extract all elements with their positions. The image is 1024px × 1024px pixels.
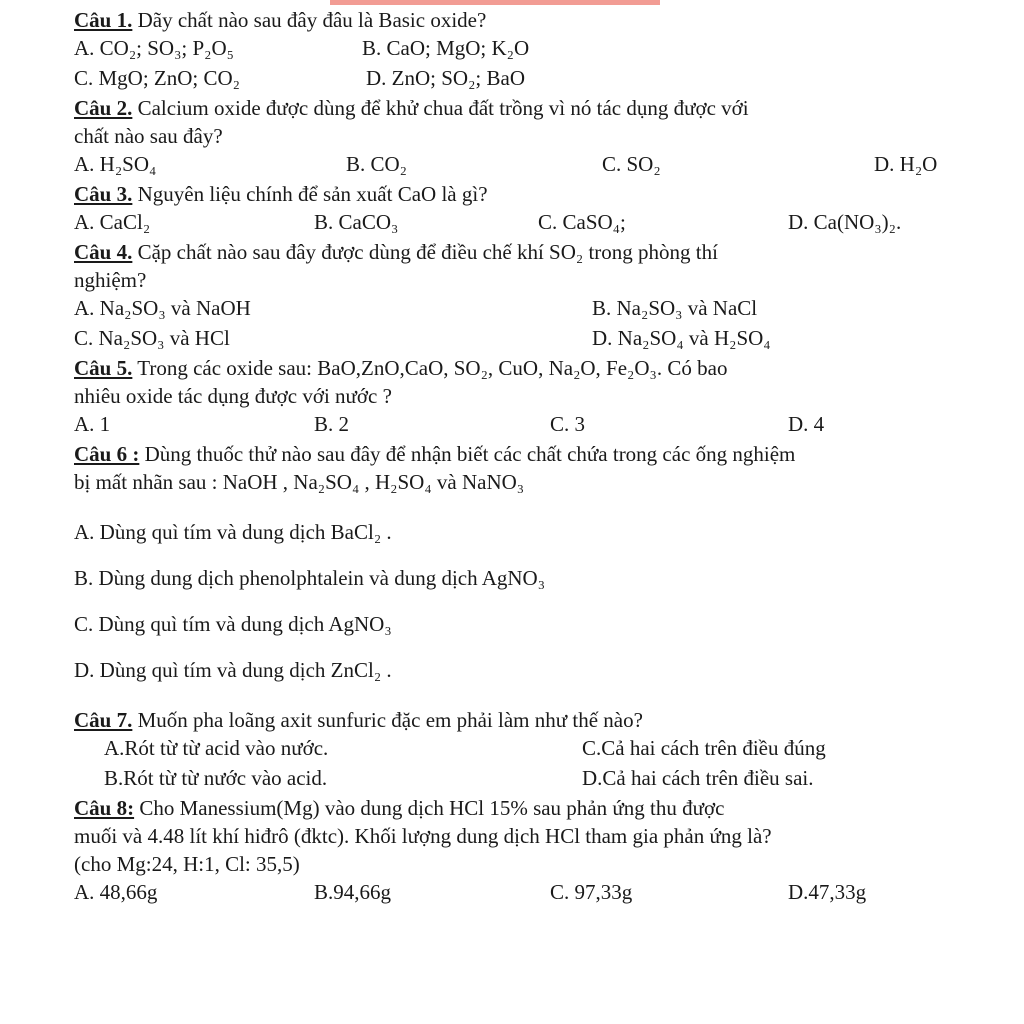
options-row xyxy=(74,150,974,180)
question-stem-continued: (cho Mg:24, H:1, Cl: 35,5) xyxy=(74,852,300,876)
question-8 xyxy=(74,794,974,822)
options-row xyxy=(74,410,974,440)
question-number: Câu 1. xyxy=(74,8,133,32)
question-stem: Calcium oxide được dùng để khử chua đất trồng vì nó tác dụng được với xyxy=(137,96,749,120)
options-row xyxy=(74,878,974,908)
question-number: Câu 6 : xyxy=(74,442,140,466)
option-d[interactable]: D. 4 xyxy=(788,412,825,436)
options-row xyxy=(74,34,974,64)
question-stem: Nguyên liệu chính để sản xuất CaO là gì? xyxy=(137,182,488,206)
option-b[interactable]: B. CaO; MgO; K₂O xyxy=(362,36,530,60)
option-b[interactable]: B. CaCO₃ xyxy=(314,210,399,234)
option-a[interactable]: A. 1 xyxy=(74,412,111,436)
options-row xyxy=(74,324,974,354)
question-5 xyxy=(74,354,974,382)
question-stem: Trong các oxide sau: BaO,ZnO,CaO, SO₂, CuO, Na₂O, Fe₂O₃. Có bao xyxy=(137,356,728,380)
question-number: Câu 5. xyxy=(74,356,133,380)
question-4 xyxy=(74,238,974,266)
question-stem-continued: nghiệm? xyxy=(74,268,147,292)
question-stem-continued: bị mất nhãn sau : NaOH , Na₂SO₄ , H₂SO₄ và NaNO₃ xyxy=(74,470,525,494)
header-accent-band xyxy=(330,0,660,5)
option-c[interactable]: C. Dùng quì tím và dung dịch AgNO₃ xyxy=(74,612,392,636)
option-b[interactable]: B. CO₂ xyxy=(346,152,408,176)
options-row xyxy=(74,764,974,794)
option-d[interactable]: D. H₂O xyxy=(874,152,938,176)
question-number: Câu 8: xyxy=(74,796,135,820)
question-stem-continued: chất nào sau đây? xyxy=(74,124,223,148)
option-d[interactable]: D. Dùng quì tím và dung dịch ZnCl₂ . xyxy=(74,658,392,682)
question-number: Câu 2. xyxy=(74,96,133,120)
option-c[interactable]: C. 97,33g xyxy=(550,880,633,904)
question-6 xyxy=(74,440,974,468)
options-row xyxy=(74,64,974,94)
question-stem: Muốn pha loãng axit sunfuric đặc em phải làm như thế nào? xyxy=(137,708,643,732)
option-a[interactable]: A. 48,66g xyxy=(74,880,158,904)
option-d[interactable]: D. ZnO; SO₂; BaO xyxy=(366,66,525,90)
option-b[interactable]: B.Rót từ từ nước vào acid. xyxy=(104,766,328,790)
question-stem: Dãy chất nào sau đây đâu là Basic oxide? xyxy=(137,8,487,32)
options-row xyxy=(74,734,974,764)
option-c[interactable]: C. SO₂ xyxy=(602,152,661,176)
question-stem: Cho Manessium(Mg) vào dung dịch HCl 15% sau phản ứng thu được xyxy=(139,796,725,820)
question-stem-continued: muối và 4.48 lít khí hiđrô (đktc). Khối lượng dung dịch HCl tham gia phản ứng là? xyxy=(74,824,772,848)
option-c[interactable]: C.Cả hai cách trên điều đúng xyxy=(582,736,826,760)
options-row xyxy=(74,294,974,324)
option-b[interactable]: B.94,66g xyxy=(314,880,392,904)
question-number: Câu 3. xyxy=(74,182,133,206)
option-d[interactable]: D. Ca(NO₃)₂. xyxy=(788,210,902,234)
option-a[interactable]: A. Na₂SO₃ và NaOH xyxy=(74,296,251,320)
option-c[interactable]: C. 3 xyxy=(550,412,586,436)
question-3 xyxy=(74,180,974,208)
option-a[interactable]: A. Dùng quì tím và dung dịch BaCl₂ . xyxy=(74,520,392,544)
question-stem: Dùng thuốc thử nào sau đây để nhận biết các chất chứa trong các ống nghiệm xyxy=(144,442,796,466)
option-b[interactable]: B. 2 xyxy=(314,412,350,436)
option-c[interactable]: C. Na₂SO₃ và HCl xyxy=(74,326,230,350)
option-d[interactable]: D.Cả hai cách trên điều sai. xyxy=(582,766,814,790)
question-number: Câu 7. xyxy=(74,708,133,732)
option-a[interactable]: A. CO₂; SO₃; P₂O₅ xyxy=(74,36,234,60)
option-a[interactable]: A. H₂SO₄ xyxy=(74,152,157,176)
options-row xyxy=(74,208,974,238)
option-c[interactable]: C. MgO; ZnO; CO₂ xyxy=(74,66,241,90)
question-stem-continued: nhiêu oxide tác dụng được với nước ? xyxy=(74,384,392,408)
option-d[interactable]: D.47,33g xyxy=(788,880,867,904)
option-c[interactable]: C. CaSO₄; xyxy=(538,210,626,234)
question-2 xyxy=(74,94,974,122)
quiz-page xyxy=(74,6,974,908)
option-a[interactable]: A.Rót từ từ acid vào nước. xyxy=(104,736,329,760)
question-number: Câu 4. xyxy=(74,240,133,264)
option-b[interactable]: B. Na₂SO₃ và NaCl xyxy=(592,296,758,320)
question-7 xyxy=(74,706,974,734)
question-1 xyxy=(74,6,974,34)
option-b[interactable]: B. Dùng dung dịch phenolphtalein và dung dịch AgNO₃ xyxy=(74,566,546,590)
option-a[interactable]: A. CaCl₂ xyxy=(74,210,151,234)
option-d[interactable]: D. Na₂SO₄ và H₂SO₄ xyxy=(592,326,771,350)
question-stem: Cặp chất nào sau đây được dùng để điều chế khí SO₂ trong phòng thí xyxy=(137,240,718,264)
